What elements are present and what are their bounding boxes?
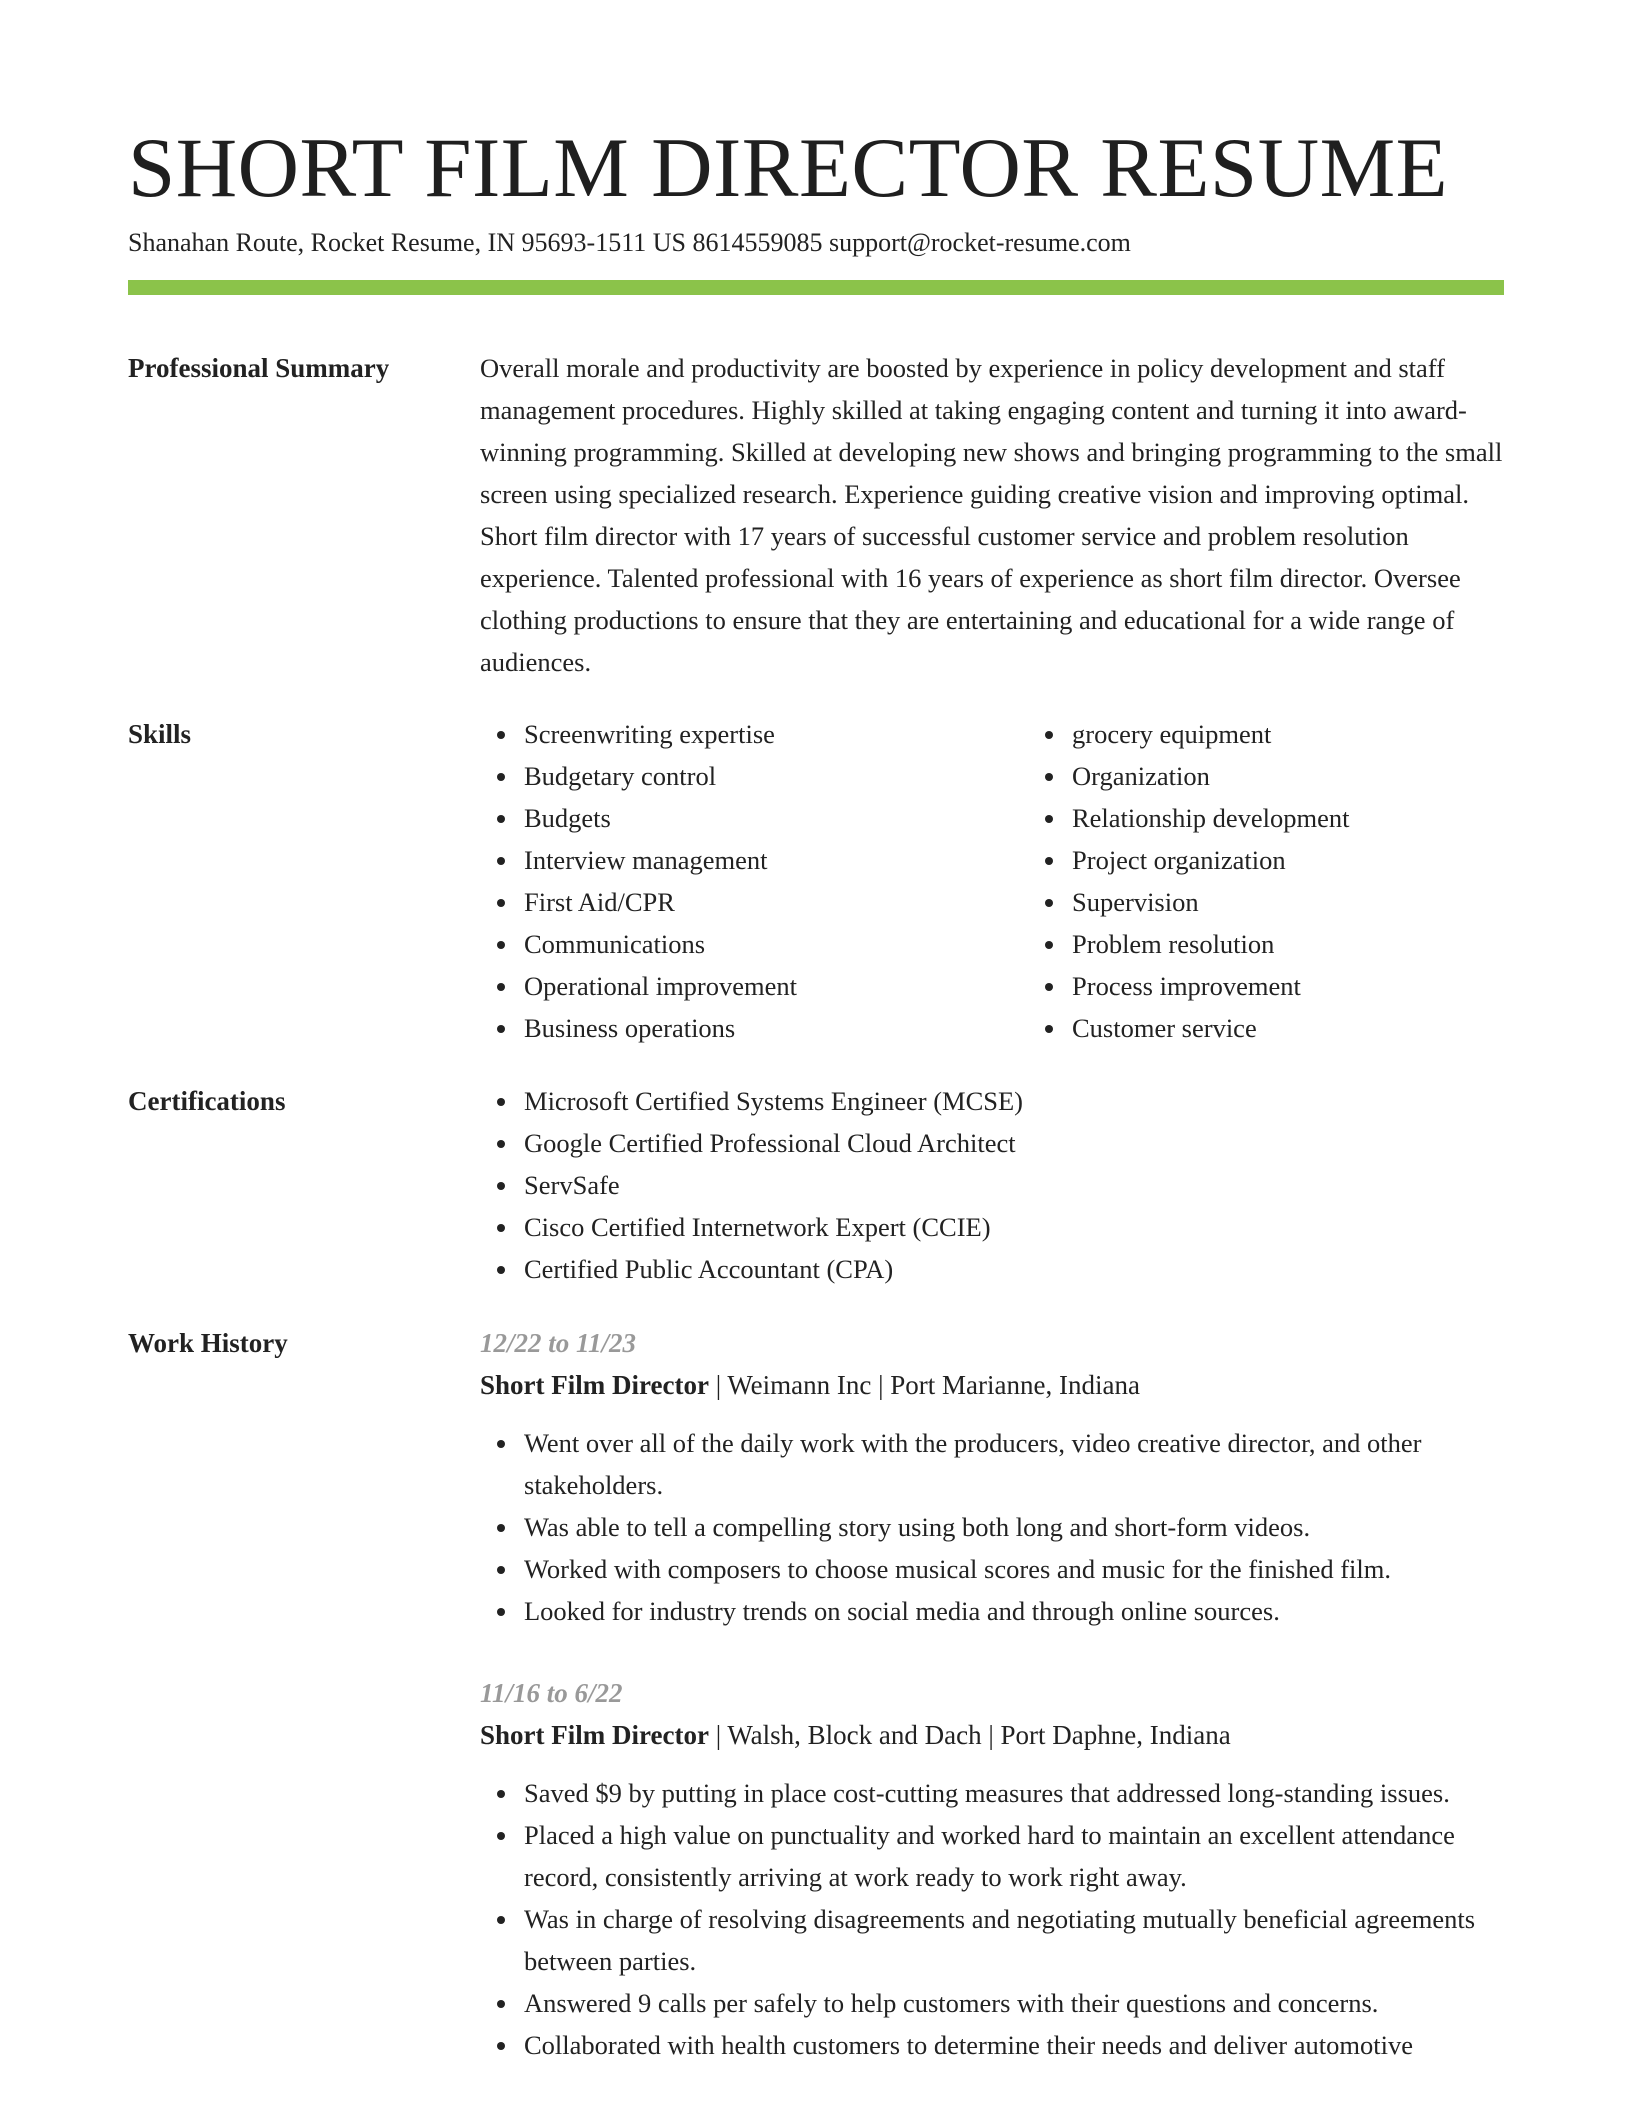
list-item: Organization — [1072, 755, 1576, 797]
list-item: Business operations — [524, 1007, 1028, 1049]
list-item: Saved $9 by putting in place cost-cutting measures that addressed long-standing issues. — [524, 1772, 1504, 1814]
list-item: Answered 9 calls per safely to help customers with their questions and concerns. — [524, 1982, 1504, 2024]
list-item: Project organization — [1072, 839, 1576, 881]
job-role: Short Film Director — [480, 1720, 709, 1750]
skills-list-right — [1028, 713, 1576, 1049]
certifications-section — [128, 1080, 1504, 1290]
contact-line: Shanahan Route, Rocket Resume, IN 95693-1511 US 8614559085 support@rocket-resume.com — [128, 228, 1131, 257]
list-item: Process improvement — [1072, 965, 1576, 1007]
job-details: | Walsh, Block and Dach | Port Daphne, Indiana — [708, 1720, 1231, 1750]
list-item: Microsoft Certified Systems Engineer (MCSE) — [524, 1080, 1504, 1122]
list-item: Operational improvement — [524, 965, 1028, 1007]
job-bullets — [480, 1422, 1504, 1632]
list-item: Supervision — [1072, 881, 1576, 923]
work-history-section — [128, 1322, 1504, 2066]
skills-list-left — [480, 713, 1028, 1049]
resume-page — [128, 118, 1504, 2066]
summary-section — [128, 347, 1504, 683]
job-dates: 11/16 to 6/22 — [480, 1678, 623, 1708]
list-item: Communications — [524, 923, 1028, 965]
job-entry — [480, 1322, 1504, 1632]
summary-label: Professional Summary — [128, 353, 390, 383]
list-item: Interview management — [524, 839, 1028, 881]
certifications-label: Certifications — [128, 1086, 286, 1116]
job-dates: 12/22 to 11/23 — [480, 1328, 637, 1358]
list-item: Cisco Certified Internetwork Expert (CCIE) — [524, 1206, 1504, 1248]
summary-text: Overall morale and productivity are boosted by experience in policy development and staff management procedures. Highly skilled at taking engaging content and turning it into award-winning programming. Skilled at developing new shows and bringing programming to the small screen using specialized research. Experience guiding creative vision and improving optimal. Short film director with 17 years of successful customer service and problem resolution experience. Talented professional with 16 years of experience as short film director. Oversee clothing productions to ensure that they are entertaining and educational for a wide range of audiences. — [480, 353, 1503, 677]
skills-label: Skills — [128, 719, 192, 749]
list-item: Budgets — [524, 797, 1028, 839]
list-item: Problem resolution — [1072, 923, 1576, 965]
skills-section — [128, 713, 1504, 1049]
list-item: Customer service — [1072, 1007, 1576, 1049]
list-item: Google Certified Professional Cloud Architect — [524, 1122, 1504, 1164]
certifications-list — [480, 1080, 1504, 1290]
header-divider — [128, 280, 1504, 295]
list-item: grocery equipment — [1072, 713, 1576, 755]
list-item: Was able to tell a compelling story using both long and short-form videos. — [524, 1506, 1504, 1548]
list-item: Placed a high value on punctuality and worked hard to maintain an excellent attendance record, consistently arriving at work ready to work right away. — [524, 1814, 1504, 1898]
list-item: Was in charge of resolving disagreements and negotiating mutually beneficial agreements between parties. — [524, 1898, 1504, 1982]
list-item: Looked for industry trends on social media and through online sources. — [524, 1590, 1504, 1632]
job-bullets — [480, 1772, 1504, 2066]
job-role: Short Film Director — [480, 1370, 709, 1400]
work-history-label: Work History — [128, 1328, 288, 1358]
list-item: ServSafe — [524, 1164, 1504, 1206]
list-item: Certified Public Accountant (CPA) — [524, 1248, 1504, 1290]
list-item: Budgetary control — [524, 755, 1028, 797]
job-details: | Weimann Inc | Port Marianne, Indiana — [708, 1370, 1140, 1400]
list-item: Went over all of the daily work with the producers, video creative director, and other stakeholders. — [524, 1422, 1504, 1506]
list-item: Screenwriting expertise — [524, 713, 1028, 755]
resume-title: SHORT FILM DIRECTOR RESUME — [128, 121, 1449, 215]
job-title-line — [480, 1714, 1504, 1756]
job-entry — [480, 1672, 1504, 2066]
list-item: Worked with composers to choose musical scores and music for the finished film. — [524, 1548, 1504, 1590]
list-item: Relationship development — [1072, 797, 1576, 839]
job-title-line — [480, 1364, 1504, 1406]
list-item: First Aid/CPR — [524, 881, 1028, 923]
list-item: Collaborated with health customers to determine their needs and deliver automotive — [524, 2024, 1504, 2066]
